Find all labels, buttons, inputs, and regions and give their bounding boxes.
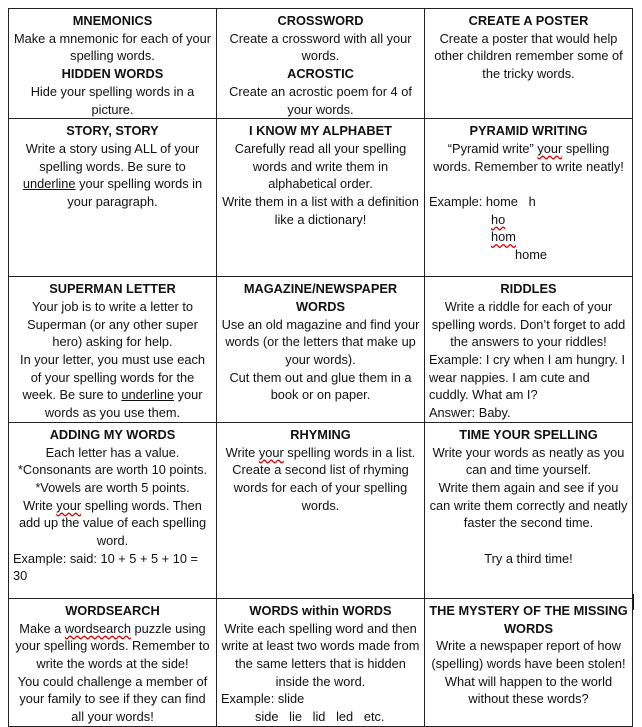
cell-alphabet xyxy=(217,119,425,277)
cell-body-acrostic: Create an acrostic poem for 4 of your words. xyxy=(229,83,412,117)
cell-title-poster: CREATE A POSTER xyxy=(468,13,589,28)
cell-crossword xyxy=(217,9,425,119)
cell-title-magazine: MAGAZINE/NEWSPAPER WORDS xyxy=(243,281,398,314)
text-run: Write a story using ALL of your spelling words. Be sure to xyxy=(25,140,200,174)
cell-body-mnemonics: Make a mnemonic for each of your spelling words. xyxy=(13,30,212,64)
adding-line-3: *Vowels are worth 5 points. xyxy=(35,479,190,495)
pyramid-example-line-3 xyxy=(429,228,628,246)
cell-body-superman: Your job is to write a letter to Superman (or any other super hero) asking for help. xyxy=(27,298,198,350)
cell-mnemonics xyxy=(9,9,217,119)
cell-title-adding: ADDING MY WORDS xyxy=(49,426,176,442)
cell-title-mystery: THE MYSTERY OF THE MISSING WORDS xyxy=(429,602,628,636)
cell-title-pyramid: PYRAMID WRITING xyxy=(469,123,588,139)
pyramid-example-line-2 xyxy=(429,211,628,229)
text-run: Write xyxy=(23,497,57,513)
text-run: Write xyxy=(225,444,259,460)
text-run: spelling words. Remember to write neatly! xyxy=(433,140,624,174)
cell-body-within: Write each spelling word and then write at least two words made from the same letters that is hidden inside the word. xyxy=(221,620,420,689)
cell-body-hidden-words: Hide your spelling words in a picture. xyxy=(30,83,195,117)
spellcheck-word: your xyxy=(537,140,563,156)
spacer xyxy=(429,175,628,193)
cell-rhyming xyxy=(217,422,425,598)
riddle-answer: Answer: Baby. xyxy=(429,405,511,421)
text-run: puzzle using your spelling words. Remember to write the words at the side! xyxy=(15,620,210,671)
adding-line-1: Each letter has a value. xyxy=(45,444,180,460)
spacer xyxy=(429,532,628,550)
cell-body-rhyming xyxy=(221,444,420,515)
cell-title-mnemonics: MNEMONICS xyxy=(72,13,153,28)
grid-row-2 xyxy=(9,119,633,277)
cell-title-superman: SUPERMAN LETTER xyxy=(49,281,176,297)
adding-example: Example: said: 10 + 5 + 5 + 10 = 30 xyxy=(13,550,198,584)
text-cursor xyxy=(633,594,634,610)
cell-body-time-2: Write them again and see if you can write them correctly and neatly faster the second time. xyxy=(429,479,628,531)
cell-body-mystery-2: What will happen to the world without these words? xyxy=(444,673,613,707)
cell-wordsearch xyxy=(9,598,217,726)
cell-title-wordsearch: WORDSEARCH xyxy=(65,602,160,618)
cell-body-alphabet-2: Write them in a list with a definition like a dictionary! xyxy=(222,194,419,227)
grid-row-4 xyxy=(9,422,633,598)
cell-title-within: WORDS within WORDS xyxy=(249,602,392,618)
cell-body-time-3: Try a third time! xyxy=(484,550,573,566)
cell-title-story: STORY, STORY xyxy=(66,123,159,139)
text-run: your words as you use them. xyxy=(44,387,203,421)
cell-mystery xyxy=(425,598,633,726)
cell-body-pyramid xyxy=(429,140,628,175)
cell-body-riddles: Write a riddle for each of your spelling words. Don’t forget to add the answers to your riddles! xyxy=(431,298,626,350)
text-run: your spelling words in your paragraph. xyxy=(67,176,203,210)
example-label: Example: home xyxy=(429,194,518,210)
cell-body-magazine-2: Cut them out and glue them in a book or on paper. xyxy=(229,369,412,403)
cell-title-crossword: CROSSWORD xyxy=(277,13,364,28)
cell-body-story xyxy=(13,140,212,211)
cell-title-riddles: RIDDLES xyxy=(500,281,557,297)
cell-title-hidden-words: HIDDEN WORDS xyxy=(61,66,164,82)
cell-title-acrostic: ACROSTIC xyxy=(287,66,354,82)
underlined-word: underline xyxy=(22,176,76,192)
cell-body-alphabet: Carefully read all your spelling words and write them in alphabetical order. xyxy=(234,140,407,192)
within-example-words: side lie lid led etc. xyxy=(255,709,385,725)
grid-row-5 xyxy=(9,598,633,726)
cell-riddles xyxy=(425,277,633,423)
cell-body-wordsearch xyxy=(13,620,212,673)
spellcheck-word: your xyxy=(56,497,82,513)
cell-title-time: TIME YOUR SPELLING xyxy=(459,426,598,442)
cell-body-crossword: Create a crossword with all your words. xyxy=(229,30,412,64)
cell-title-rhyming: RHYMING xyxy=(290,426,351,442)
spelling-activity-grid xyxy=(8,8,633,727)
cell-body-mystery: Write a newspaper report of how (spelling) words have been stolen! xyxy=(431,638,626,671)
pyramid-step: hom xyxy=(491,229,516,245)
cell-body-wordsearch-2: You could challenge a member of your family to see if they can find all your words! xyxy=(17,673,208,725)
pyramid-step: home xyxy=(515,247,548,263)
cell-within xyxy=(217,598,425,726)
within-example: Example: slide xyxy=(221,691,305,707)
cell-body-poster: Create a poster that would help other children remember some of the tricky words. xyxy=(434,30,623,82)
adding-line-2: *Consonants are worth 10 points. xyxy=(17,462,208,478)
text-run: spelling words. Then add up the value of each spelling word. xyxy=(18,497,207,549)
pyramid-step: h xyxy=(528,194,536,210)
pyramid-example-line-4 xyxy=(429,246,628,264)
cell-title-alphabet: I KNOW MY ALPHABET xyxy=(249,123,392,139)
text-run: Make a xyxy=(19,620,65,636)
text-run: “Pyramid write” xyxy=(447,140,538,156)
text-run: spelling words in a list. Create a second list of rhyming words for each of your spelling words. xyxy=(232,444,416,513)
cell-body-magazine: Use an old magazine and find your words (or the letters that make up your words). xyxy=(221,316,420,368)
pyramid-step: ho xyxy=(491,211,506,227)
underlined-word: underline xyxy=(121,387,175,403)
cell-adding xyxy=(9,422,217,598)
cell-magazine xyxy=(217,277,425,423)
cell-superman xyxy=(9,277,217,423)
cell-body-superman-2 xyxy=(13,351,212,422)
spellcheck-word: wordsearch xyxy=(64,620,131,636)
spellcheck-word: your xyxy=(258,444,284,460)
grid-row-1 xyxy=(9,9,633,119)
adding-line-4 xyxy=(13,497,212,550)
pyramid-example-line-1 xyxy=(429,193,628,211)
cell-story xyxy=(9,119,217,277)
cell-body-time: Write your words as neatly as you can and time yourself. xyxy=(432,444,625,478)
riddle-example: Example: I cry when I am hungry. I wear nappies. I am cute and cuddly. What am I? xyxy=(429,352,626,403)
cell-time xyxy=(425,422,633,598)
text-run: In your letter, you must use each of your spelling words for the week. Be sure to xyxy=(20,352,205,403)
cell-pyramid xyxy=(425,119,633,277)
grid-row-3 xyxy=(9,277,633,423)
cell-poster xyxy=(425,9,633,119)
